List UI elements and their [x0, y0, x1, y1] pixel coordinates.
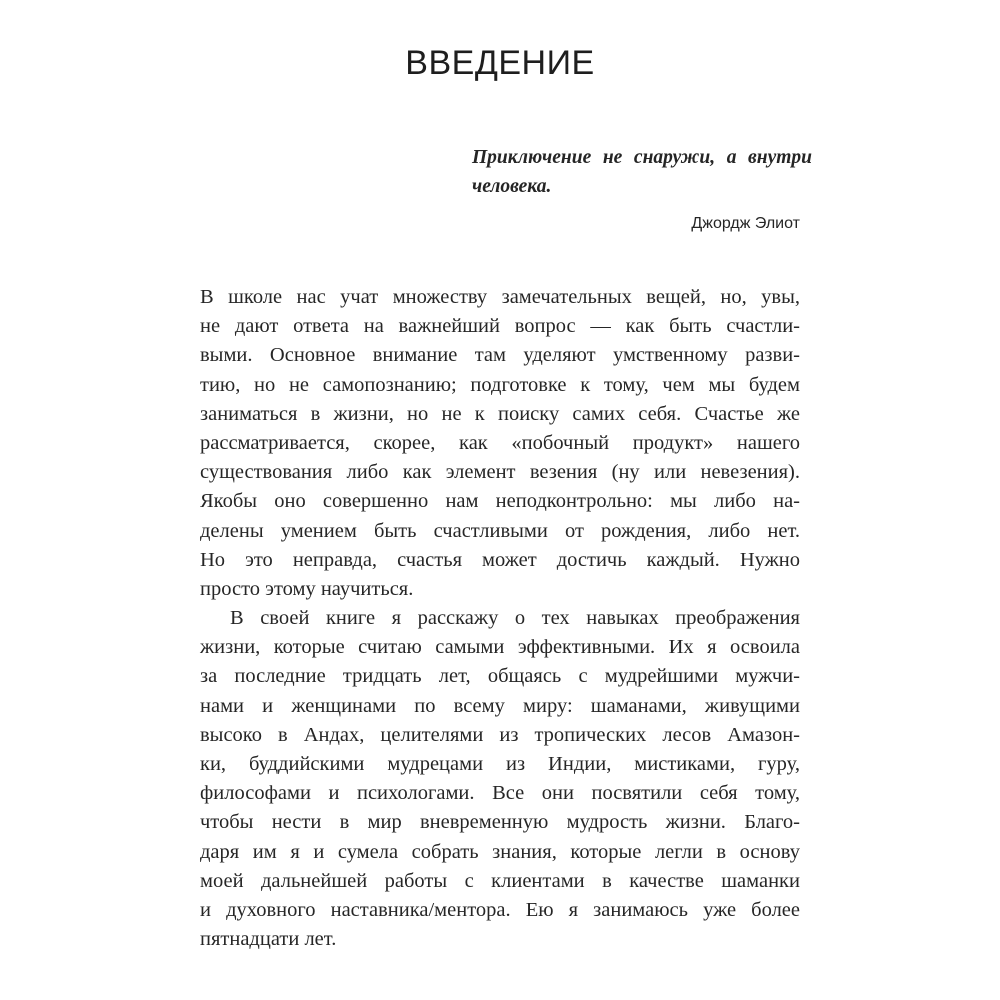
text-line: и духовного наставника/ментора. Ею я занимаюсь уже более [200, 898, 800, 921]
text-line: Но это неправда, счастья может достичь каждый. Нужно [200, 548, 800, 571]
text-line: В своей книге я расскажу о тех навыках преображения [230, 607, 800, 630]
text-line: ки, буддийскими мудрецами из Индии, мистиками, гуру, [200, 753, 800, 775]
text-line: философами и психологами. Все они посвятили себя тому, [200, 782, 800, 805]
text-line: делены умением быть счастливыми от рождения, либо нет. [200, 519, 800, 542]
text-line: заниматься в жизни, но не к поиску самих себя. Счастье же [200, 402, 800, 425]
text-line: чтобы нести в мир вневременную мудрость жизни. Благо- [200, 811, 800, 834]
text-line: выми. Основное внимание там уделяют умственному разви- [200, 344, 800, 367]
epigraph-line: Приключение не снаружи, а внутри [472, 147, 812, 168]
epigraph-author: Джордж Элиот [691, 215, 800, 232]
body-text [200, 283, 800, 954]
text-line: даря им я и сумела собрать знания, которые легли в основу [200, 840, 800, 863]
text-line: за последние тридцать лет, общаясь с мудрейшими мужчи- [200, 665, 800, 688]
text-line: не дают ответа на важнейший вопрос — как быть счастли- [200, 315, 800, 338]
text-line: нами и женщинами по всему миру: шаманами, живущими [200, 694, 800, 717]
text-line: рассматривается, скорее, как «побочный продукт» нашего [200, 431, 800, 454]
text-line: тию, но не самопознанию; подготовке к тому, чем мы будем [200, 373, 800, 396]
text-line: пятнадцати лет. [200, 928, 337, 951]
epigraph-line: человека. [472, 176, 552, 198]
text-line: просто этому научиться. [200, 577, 414, 600]
text-line: Якобы оно совершенно нам неподконтрольно: мы либо на- [200, 490, 800, 513]
paragraph-2 [200, 604, 800, 954]
text-line: жизни, которые считаю самыми эффективными. Их я освоила [200, 636, 800, 659]
text-line: существования либо как элемент везения (ну или невезения). [200, 461, 800, 484]
paragraph-1 [200, 283, 800, 604]
epigraph-quote [472, 140, 812, 198]
text-line: высоко в Андах, целителями из тропических лесов Амазон- [200, 723, 800, 746]
text-line: В школе нас учат множеству замечательных вещей, но, увы, [200, 286, 800, 308]
chapter-title: ВВЕДЕНИЕ [405, 44, 595, 82]
text-line: моей дальнейшей работы с клиентами в качестве шаманки [200, 869, 800, 892]
